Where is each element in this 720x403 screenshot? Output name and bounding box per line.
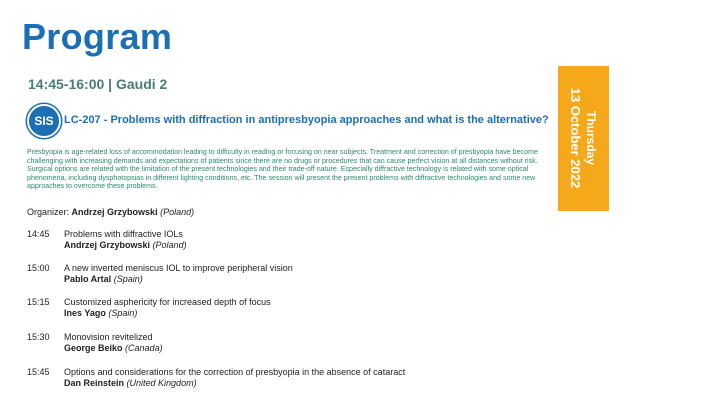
organizer-country: (Poland) — [160, 207, 195, 217]
talk-speaker — [64, 308, 137, 318]
speaker-name: George Beiko — [64, 343, 123, 353]
date-text — [568, 88, 598, 188]
date-day: Thursday — [584, 110, 598, 166]
date-full: 13 October 2022 — [568, 87, 583, 189]
talk-title: Problems with diffractive IOLs — [64, 229, 183, 239]
session-description: Presbyopia is age-related loss of accommodation leading to difficulty in reading or focusing on near subjects. Treatment and correction of presbyopia have become challenging with increasing demands and expectations of patients since there are no drugs or procedures that can cause perfect vision at all distances without risk. Surgical options are related with the limitation of the present technologies and their trade-off nature. Especially diffractive technology is related with some optical phenomena, including dysphotopsias in different lighting conditions, etc. The session will present the present problems with diffractive technologies and some new approaches to overcome these problems. — [27, 148, 538, 191]
session-time: 14:45-16:00 | Gaudi 2 — [28, 76, 168, 92]
talk-speaker — [64, 378, 197, 388]
page-title: Program — [22, 16, 173, 57]
speaker-name: Pablo Artal — [64, 274, 112, 284]
speaker-name: Andrzej Grzybowski — [64, 240, 151, 250]
talk-item — [27, 332, 547, 356]
talk-time: 15:30 — [27, 332, 50, 342]
talk-item — [27, 229, 547, 253]
talk-time: 14:45 — [27, 229, 50, 239]
talk-title: Options and considerations for the correction of presbyopia in the absence of cataract — [64, 367, 406, 377]
speaker-country: (Spain) — [113, 274, 143, 284]
sis-badge: SIS — [27, 104, 61, 138]
talk-speaker — [64, 274, 143, 284]
talk-title: A new inverted meniscus IOL to improve peripheral vision — [64, 263, 293, 273]
talk-title: Monovision revitelized — [64, 332, 153, 342]
talk-time: 15:45 — [27, 367, 50, 377]
speaker-country: (Poland) — [152, 240, 187, 250]
organizer-line — [27, 207, 194, 217]
speaker-country: (Canada) — [125, 343, 163, 353]
date-banner — [558, 66, 609, 211]
speaker-country: (Spain) — [108, 308, 138, 318]
talk-item — [27, 263, 547, 287]
organizer-name: Andrzej Grzybowski — [71, 207, 158, 217]
talk-time: 15:15 — [27, 297, 50, 307]
organizer-label: Organizer: — [27, 207, 70, 217]
talk-speaker — [64, 240, 187, 250]
talk-speaker — [64, 343, 163, 353]
speaker-country: (United Kingdom) — [126, 378, 197, 388]
talk-item — [27, 297, 547, 321]
talk-time: 15:00 — [27, 263, 50, 273]
session-title: LC-207 - Problems with diffraction in antipresbyopia approaches and what is the alternative? — [64, 114, 549, 126]
talk-item — [27, 367, 547, 391]
talk-title: Customized asphericity for increased depth of focus — [64, 297, 271, 307]
speaker-name: Ines Yago — [64, 308, 106, 318]
speaker-name: Dan Reinstein — [64, 378, 125, 388]
